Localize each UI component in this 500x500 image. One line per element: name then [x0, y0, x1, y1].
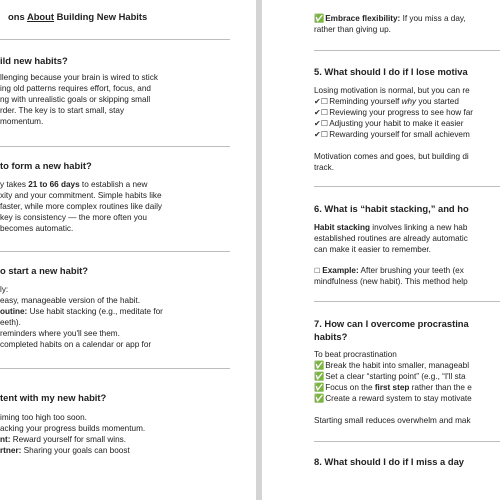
- section-1-line-1: llenging because your brain is wired to stick: [0, 73, 158, 82]
- section-3-heading: o start a new habit?: [0, 265, 89, 276]
- section-6-line-1: Habit stacking involves linking a new hab: [314, 223, 468, 232]
- section-7-item-2: ✅Set a clear “starting point” (e.g., “I'll sta: [314, 372, 466, 381]
- section-7-item-1: ✅Break the habit into smaller, manageabl: [314, 361, 470, 370]
- section-divider: [314, 301, 500, 302]
- section-3-line-3: outine: Use habit stacking (e.g., meditate for: [0, 307, 163, 316]
- section-1-line-4: rder. The key is to start small, stay: [0, 106, 125, 115]
- section-7-heading-2: habits?: [314, 331, 348, 342]
- section-1-line-3: ng with unrealistic goals or skipping small: [0, 95, 151, 104]
- section-5-item-4: ✔☐Rewarding yourself for small achievem: [314, 130, 470, 139]
- checkbox-check-icon: ✔☐: [314, 119, 329, 128]
- section-5-heading: 5. What should I do if I lose motiva: [314, 66, 468, 77]
- section-2-heading: to form a new habit?: [0, 160, 92, 171]
- section-2-line-4: key is consistency — the more often you: [0, 213, 147, 222]
- section-1-line-5: momentum.: [0, 117, 44, 126]
- section-1-heading: ild new habits?: [0, 55, 68, 66]
- section-6-line-2: established routines are already automatic: [314, 234, 468, 243]
- section-7-outro: Starting small reduces overwhelm and mak: [314, 416, 471, 425]
- section-3-line-4: eeth).: [0, 318, 21, 327]
- section-2-line-3: faster, while more complex routines like daily: [0, 202, 162, 211]
- flexibility-line-1: ✅Embrace flexibility: If you miss a day,: [314, 14, 466, 23]
- section-6-example-2: mindfulness (new habit). This method help: [314, 277, 468, 286]
- section-3-line-5: reminders where you'll see them.: [0, 329, 120, 338]
- section-4-line-1: iming too high too soon.: [0, 413, 87, 422]
- section-6-line-3: can make it easier to remember.: [314, 245, 431, 254]
- section-4-heading: tent with my new habit?: [0, 392, 107, 403]
- section-3-line-1: ly:: [0, 285, 9, 294]
- section-divider: [0, 251, 230, 252]
- section-divider: [0, 368, 230, 369]
- section-6-heading: 6. What is “habit stacking,” and ho: [314, 203, 469, 214]
- check-icon: ✅: [314, 372, 325, 381]
- check-icon: ✅: [314, 394, 325, 403]
- section-7-intro: To beat procrastination: [314, 350, 397, 359]
- section-2-line-5: becomes automatic.: [0, 224, 74, 233]
- section-divider: [0, 146, 230, 147]
- checkbox-check-icon: ✔☐: [314, 130, 329, 139]
- section-divider: [314, 186, 500, 187]
- section-5-outro-2: track.: [314, 163, 335, 172]
- checkbox-check-icon: ✔☐: [314, 108, 329, 117]
- check-icon: ✅: [314, 361, 325, 370]
- section-2-line-1: y takes 21 to 66 days to establish a new: [0, 180, 148, 189]
- section-5-item-1: ✔☐Reminding yourself why you started: [314, 97, 459, 106]
- section-7-item-3: ✅Focus on the first step rather than the e: [314, 383, 472, 392]
- section-6-example-1: ☐ Example: After brushing your teeth (ex: [314, 266, 464, 275]
- section-7-item-4: ✅Create a reward system to stay motivate: [314, 394, 472, 403]
- section-4-line-2: acking your progress builds momentum.: [0, 424, 146, 433]
- document-title: ons About Building New Habits: [8, 11, 148, 22]
- document-page-right: [262, 0, 500, 500]
- checkbox-icon: ☐: [314, 268, 321, 275]
- section-2-line-2: xity and your commitment. Simple habits like: [0, 191, 162, 200]
- checkbox-check-icon: ✔☐: [314, 97, 329, 106]
- section-5-item-3: ✔☐Adjusting your habit to make it easier: [314, 119, 464, 128]
- section-7-heading-1: 7. How can I overcome procrastina: [314, 318, 469, 329]
- check-icon: ✅: [314, 14, 325, 23]
- section-5-item-2: ✔☐Reviewing your progress to see how far: [314, 108, 474, 117]
- section-4-line-3: nt: Reward yourself for small wins.: [0, 435, 127, 444]
- section-5-intro: Losing motivation is normal, but you can re: [314, 86, 470, 95]
- section-1-line-2: ing old patterns requires effort, focus, and: [0, 84, 151, 93]
- section-divider: [0, 39, 230, 40]
- check-icon: ✅: [314, 383, 325, 392]
- section-3-line-6: completed habits on a calendar or app for: [0, 340, 152, 349]
- section-4-line-4: rtner: Sharing your goals can boost: [0, 446, 130, 455]
- section-divider: [314, 441, 500, 442]
- flexibility-line-2: rather than giving up.: [314, 25, 391, 34]
- section-8-heading: 8. What should I do if I miss a day: [314, 456, 465, 467]
- section-5-outro-1: Motivation comes and goes, but building di: [314, 152, 469, 161]
- section-divider: [314, 50, 500, 51]
- section-3-line-2: easy, manageable version of the habit.: [0, 296, 141, 305]
